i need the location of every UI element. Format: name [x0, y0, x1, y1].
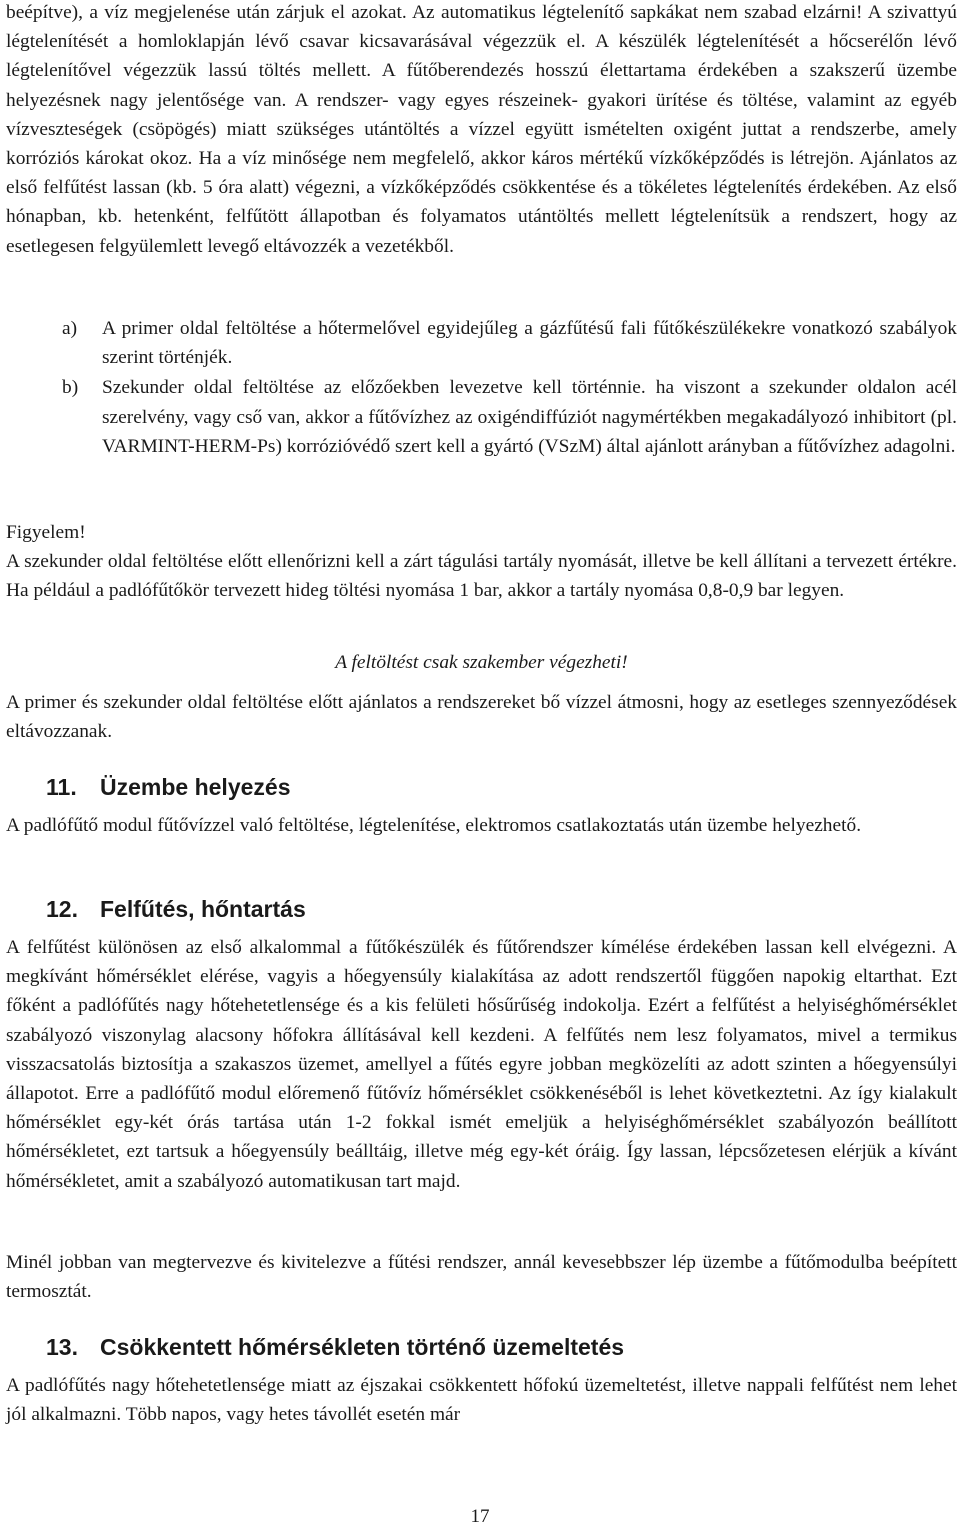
section-heading-12	[46, 894, 306, 924]
list-marker: a)	[62, 318, 78, 339]
section-title: Üzembe helyezés	[100, 774, 291, 800]
list-item-text: A primer oldal feltöltése a hőtermelővel egyidejűleg a gázfűtésű fali fűtőkészülékekre vonatkozó szabályok szerint történjék.	[102, 318, 957, 369]
flush-paragraph: A primer és szekunder oldal feltöltése előtt ajánlatos a rendszereket bő vízzel átmosni, hogy az esetleges szennyeződések eltávozzanak.	[6, 692, 957, 743]
list-item-text: Szekunder oldal feltöltése az előzőekben levezetve kell történnie. ha viszont a szekunder oldalon acél szerelvény, vagy cső van, akkor a fűtővízhez az oxigéndiffúziót nagymértékben megakadályozó inhibitort (pl. VARMINT-HERM-Ps) korrózióvédő szert kell a gyártó (VSzM) által ajánlott arányban a fűtővízhez adagolni.	[102, 377, 957, 457]
section-title: Felfűtés, hőntartás	[100, 896, 306, 922]
section-number: 12.	[46, 896, 78, 922]
specialist-note: A feltöltést csak szakember végezheti!	[335, 652, 628, 673]
section-12-paragraph: A felfűtést különösen az első alkalommal a fűtőkészülék és fűtőrendszer kímélése érdekében lassan kell elvégezni. A megkívánt hőmérséklet elérése, vagyis a hőegyensúly kialakítása az adott rendszertől függően napokig eltarthat. Ezt főként a padlófűtés nagy hőtehetetlensége és a kis felületi hősűrűség indokolja. Ezért a felfűtést a helyiséghőmérséklet szabályozó viszonylag alacsony hőfokra állításával kell kezdeni. A felfűtés nem lesz folyamatos, mivel a termikus visszacsatolás biztosítja a szakaszos üzemet, amellyel a fűtés egyre jobban megközelíti az adott szinten a hőegyensúlyi állapotot. Erre a padlófűtő modul előremenő fűtővíz hőmérséklet csökkenéséből is lehet következtetni. Az így kialakult hőmérséklet egy-két órás tartása után 1-2 fokkal ismét emeljük a helyiséghőmérséklet szabályozón beállított hőmérsékletet, ezt tartsuk a hőegyensúly beálltáig, illetve még egy-két óráig. Így lassan, lépcsőzetesen elérjük a kívánt hőmérsékletet, amit a szabályozó automatikusan tart majd.	[6, 937, 957, 1192]
section-number: 13.	[46, 1334, 78, 1360]
section-11-paragraph: A padlófűtő modul fűtővízzel való feltöltése, légtelenítése, elektromos csatlakoztatás után üzembe helyezhető.	[6, 815, 862, 836]
section-number: 11.	[46, 774, 77, 800]
section-heading-13	[46, 1332, 624, 1362]
section-12-paragraph: Minél jobban van megtervezve és kivitelezve a fűtési rendszer, annál kevesebbszer lép üzembe a fűtőmodulba beépített termosztát.	[6, 1252, 957, 1303]
fill-instructions-list	[62, 314, 957, 461]
warning-paragraph: A szekunder oldal feltöltése előtt ellenőrizni kell a zárt tágulási tartály nyomását, illetve be kell állítani a tervezett értékre. Ha például a padlófűtőkör tervezett hideg töltési nyomása 1 bar, akkor a tartály nyomása 0,8-0,9 bar legyen.	[6, 551, 957, 602]
page-number: 17	[470, 1506, 490, 1527]
list-marker: b)	[62, 377, 79, 399]
list-item	[62, 373, 957, 461]
section-13-paragraph: A padlófűtés nagy hőtehetetlensége miatt az éjszakai csökkentett hőfokú üzemeltetést, illetve nappali felfűtést nem lehet jól alkalmazni. Több napos, vagy hetes távollét esetén már	[6, 1375, 957, 1426]
intro-paragraph: beépítve), a víz megjelenése után zárjuk el azokat. Az automatikus légtelenítő sapkákat nem szabad elzárni! A szivattyú légtelenítését a homloklapján lévő csavar kicsavarásával végezzük el. A készülék légtelenítését a hőcserélőn lévő légtelenítővel végezzük lassú töltés mellett. A fűtőberendezés hosszú élettartama érdekében a szakszerű üzembe helyezésnek nagy jelentősége van. A rendszer- vagy egyes részeinek- gyakori ürítése és töltése, valamint az egyéb vízveszteségek (csöpögés) miatt szükséges utántöltés a vízzel együtt ismételten oxigént juttat a rendszerbe, amely korróziós károkat okoz. Ha a víz minősége nem megfelelő, akkor káros mértékű vízkőképződés is létrejön. Ajánlatos az első felfűtést lassan (kb. 5 óra alatt) végezni, a vízkőképződés csökkentése és a tökéletes légtelenítés érdekében. Az első hónapban, kb. hetenként, felfűtött állapotban és folyamatos utántöltés mellett légtelenítsük a rendszert, hogy az esetlegesen felgyülemlett levegő eltávozzék a vezetékből.	[6, 2, 957, 257]
list-item	[62, 314, 957, 372]
section-heading-11	[46, 772, 290, 802]
warning-label: Figyelem!	[6, 522, 86, 543]
section-title: Csökkentett hőmérsékleten történő üzemeltetés	[100, 1334, 625, 1360]
